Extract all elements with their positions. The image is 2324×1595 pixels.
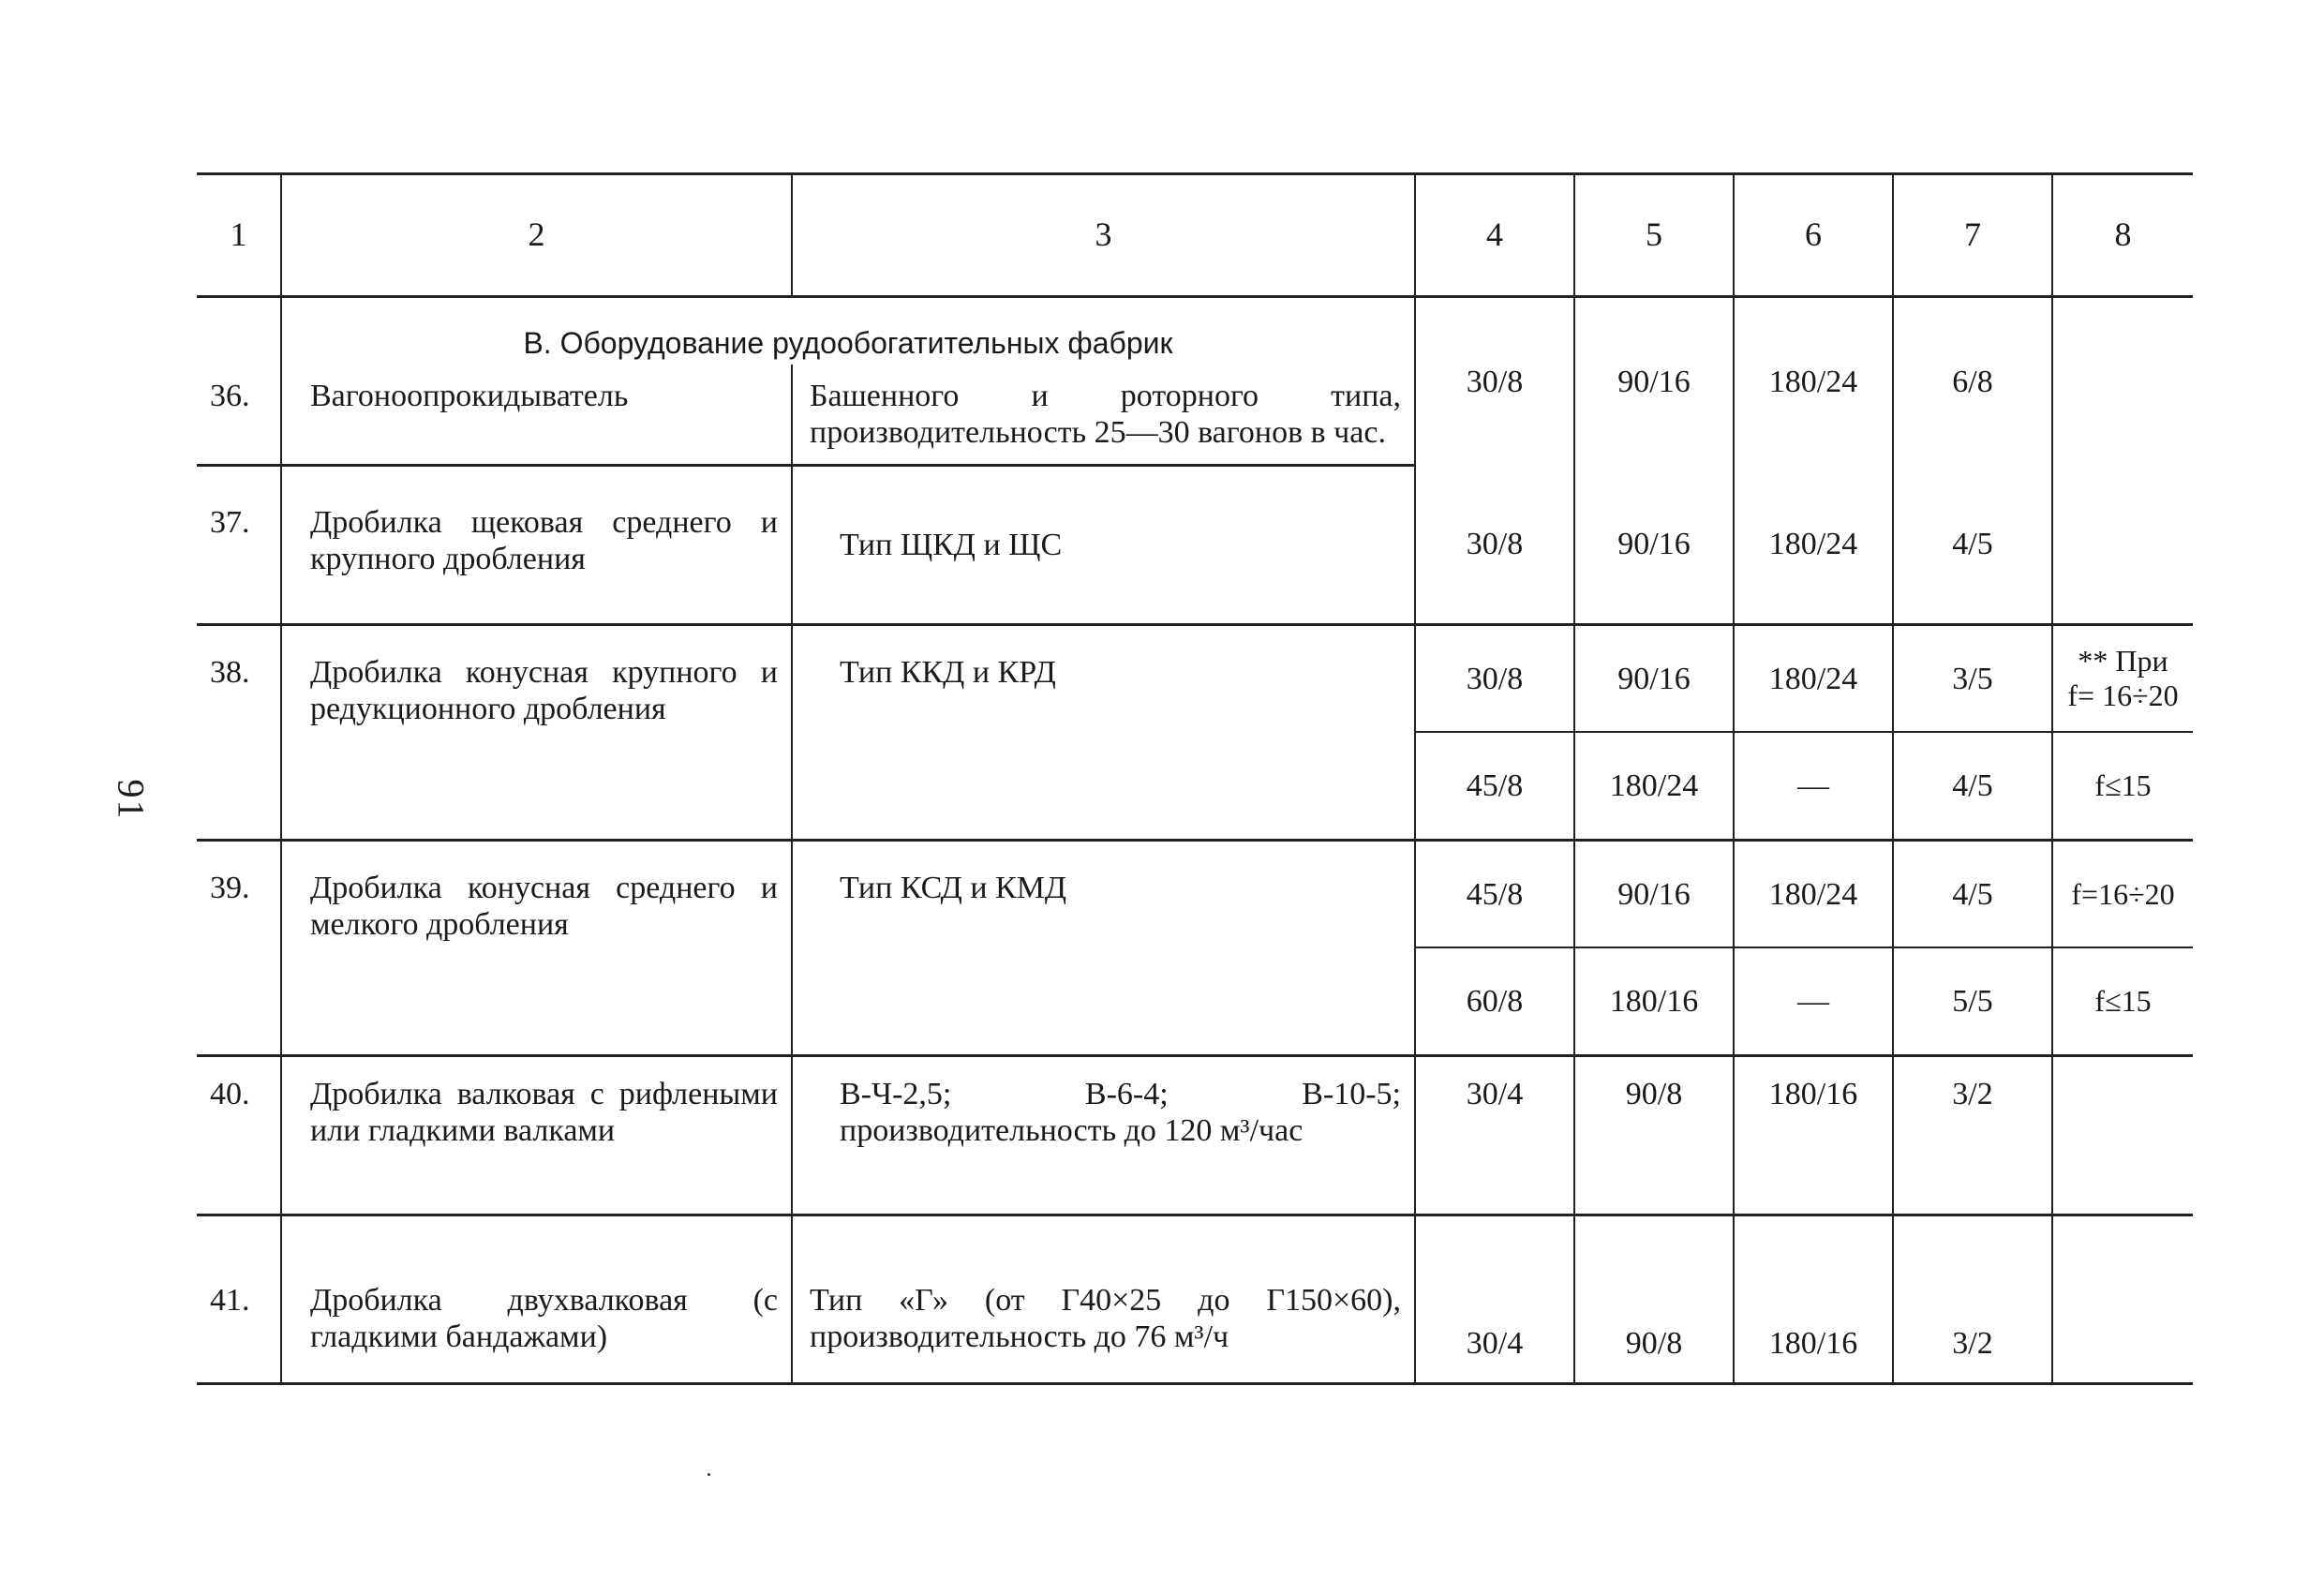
table-cell: 180/16 <box>1734 1215 1893 1383</box>
equipment-spec: В-Ч-2,5; В-6-4; В-10-5; производительность до 120 м³/час <box>792 1055 1415 1215</box>
table-cell <box>2052 1215 2193 1383</box>
equipment-name: Дробилка конусная крупного и редукционного дробления <box>281 624 792 840</box>
table-cell: 30/4 <box>1415 1215 1574 1383</box>
table-cell: 3/2 <box>1893 1055 2052 1215</box>
table-cell: 180/24 <box>1574 732 1734 840</box>
equipment-table <box>197 172 2193 1385</box>
row-number: 37. <box>197 465 281 624</box>
table-cell: 180/24 <box>1734 297 1893 466</box>
column-header: 1 <box>197 174 281 297</box>
table-cell: — <box>1734 732 1893 840</box>
table-cell: 4/5 <box>1893 732 2052 840</box>
equipment-spec: Тип ЩКД и ЩС <box>792 465 1415 624</box>
equipment-name: Дробилка щековая среднего и крупного дробления <box>281 465 792 624</box>
table-cell: 45/8 <box>1415 840 1574 947</box>
table-cell: 60/8 <box>1415 947 1574 1055</box>
table-row <box>197 465 2193 624</box>
table-cell: 180/16 <box>1734 1055 1893 1215</box>
table-cell: 45/8 <box>1415 732 1574 840</box>
column-header: 7 <box>1893 174 2052 297</box>
table-row <box>197 1215 2193 1383</box>
table-cell: 90/16 <box>1574 624 1734 732</box>
row-number: 41. <box>197 1215 281 1383</box>
row-number: 38. <box>197 624 281 840</box>
footnote-cell: f=16÷20 <box>2052 840 2193 947</box>
table-cell: 90/8 <box>1574 1215 1734 1383</box>
table-cell: 4/5 <box>1893 840 2052 947</box>
table-cell: 3/2 <box>1893 1215 2052 1383</box>
table-cell: 5/5 <box>1893 947 2052 1055</box>
table-cell: 180/24 <box>1734 840 1893 947</box>
table-cell: 30/4 <box>1415 1055 1574 1215</box>
table-cell: 30/8 <box>1415 624 1574 732</box>
equipment-name: Дробилка конусная среднего и мелкого дробления <box>281 840 792 1055</box>
table-row <box>197 840 2193 947</box>
row-number: 36. <box>197 365 281 466</box>
equipment-spec: Тип ККД и КРД <box>792 624 1415 840</box>
row-number: 39. <box>197 840 281 1055</box>
table-cell: 90/8 <box>1574 1055 1734 1215</box>
section-title-row <box>197 297 2193 365</box>
table-cell: 30/8 <box>1415 297 1574 466</box>
table-cell: 180/16 <box>1574 947 1734 1055</box>
row-number: 40. <box>197 1055 281 1215</box>
footnote-cell: ** При f= 16÷20 <box>2052 624 2193 732</box>
column-header: 5 <box>1574 174 1734 297</box>
table-cell <box>2052 465 2193 624</box>
column-header: 4 <box>1415 174 1574 297</box>
column-header: 3 <box>792 174 1415 297</box>
header-row <box>197 174 2193 297</box>
section-title: В. Оборудование рудообогатительных фабрик <box>281 297 1415 365</box>
table-cell: 90/16 <box>1574 465 1734 624</box>
table-cell: 3/5 <box>1893 624 2052 732</box>
table-cell: 6/8 <box>1893 297 2052 466</box>
column-header: 8 <box>2052 174 2193 297</box>
equipment-name: Дробилка двухвалковая (с гладкими бандажами) <box>281 1215 792 1383</box>
column-header: 2 <box>281 174 792 297</box>
table-cell: 90/16 <box>1574 840 1734 947</box>
column-header: 6 <box>1734 174 1893 297</box>
footnote-cell: f≤15 <box>2052 732 2193 840</box>
table-cell <box>2052 297 2193 466</box>
equipment-spec: Башенного и роторного типа, производительность 25—30 вагонов в час. <box>792 365 1415 466</box>
table-cell <box>2052 1055 2193 1215</box>
footnote-cell: f≤15 <box>2052 947 2193 1055</box>
scan-speck <box>708 1473 710 1476</box>
table-row <box>197 1055 2193 1215</box>
equipment-name: Вагоноопрокидыватель <box>281 365 792 466</box>
table-cell: 4/5 <box>1893 465 2052 624</box>
table-cell: — <box>1734 947 1893 1055</box>
table-cell: 180/24 <box>1734 624 1893 732</box>
table-cell: 90/16 <box>1574 297 1734 466</box>
equipment-spec: Тип «Г» (от Г40×25 до Г150×60), производительность до 76 м³/ч <box>792 1215 1415 1383</box>
table-cell: 180/24 <box>1734 465 1893 624</box>
equipment-spec: Тип КСД и КМД <box>792 840 1415 1055</box>
table-row <box>197 624 2193 732</box>
page-number: 91 <box>110 779 153 821</box>
table-cell: 30/8 <box>1415 465 1574 624</box>
equipment-name: Дробилка валковая с рифлеными или гладкими валками <box>281 1055 792 1215</box>
